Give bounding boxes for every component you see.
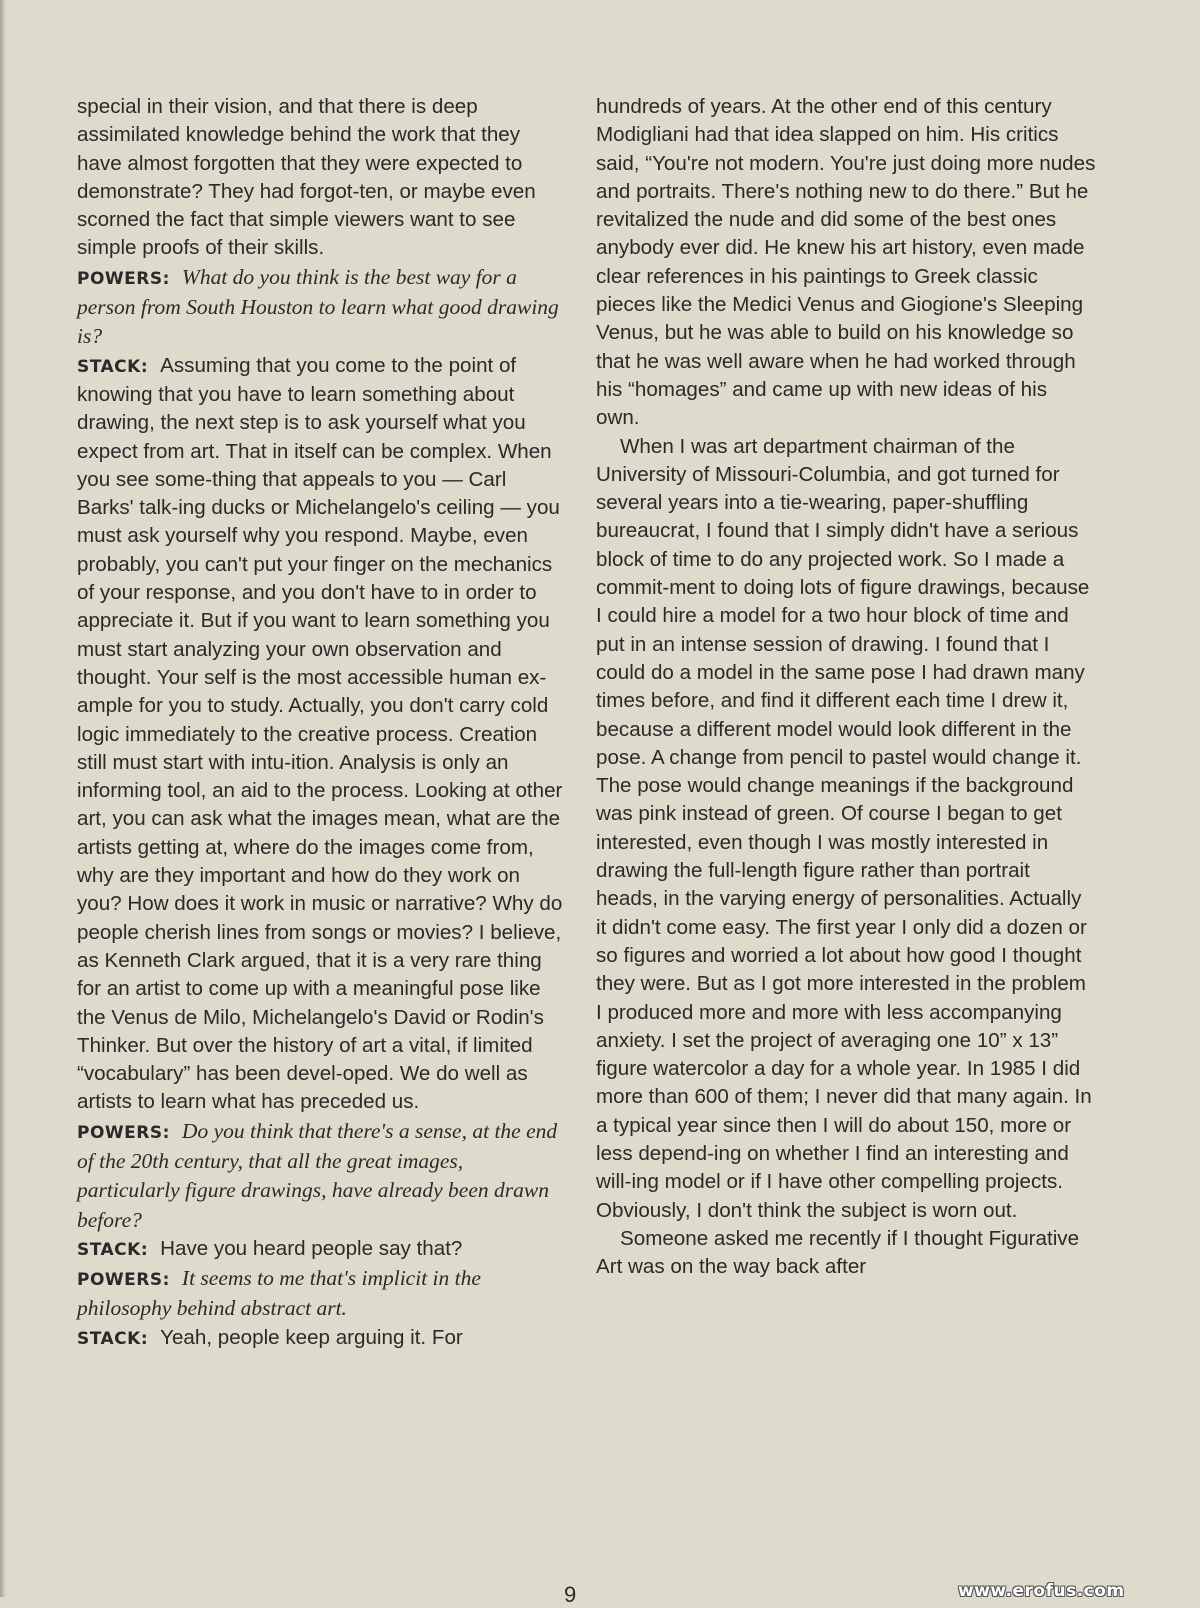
speaker-label: STACK: xyxy=(77,1328,149,1349)
speaker-label: STACK: xyxy=(77,1239,149,1260)
answer-text: Assuming that you come to the point of knowing that you have to learn something about drawing, the next step is to ask yourself what you expect from art. That in itself can be complex. When you see some-thing that appeals to you — Carl Barks' talk-ing ducks or Michelangelo's ceiling — you must ask yourself why you respond. Maybe, even probably, you can't put your finger on the mechanics of your response, and you don't have to in order to appreciate it. But if you want to learn something you must start analyzing your own observation and thought. Your self is the most accessible human ex-ample for you to study. Actually, you don't carry cold logic immediately to the creative process. Creation still must start with intu-ition. Analysis is only an informing tool, an aid to the process. Looking at other art, you can ask what the images mean, what are the artists getting at, where do the images come from, why are they important and how do they work on you? How does it work in music or narrative? Why do people cherish lines from songs or movies? I believe, as Kenneth Clark argued, that it is a very rare thing for an artist to come up with a meaningful pose like the Venus de Milo, Michelangelo's David or Rodin's Thinker. But over the history of art a vital, if limited “vocabulary” has been devel-oped. We do well as artists to learn what has preceded us. xyxy=(77,353,563,1114)
paragraph: Someone asked me recently if I thought Figurative Art was on the way back after xyxy=(596,1226,1080,1279)
interview-answer xyxy=(77,1235,567,1264)
interview-question xyxy=(77,263,567,352)
speaker-label: STACK: xyxy=(77,356,149,377)
answer-text: Yeah, people keep arguing it. For xyxy=(160,1325,463,1349)
speaker-label: POWERS: xyxy=(77,1270,170,1291)
page-number: 9 xyxy=(564,1582,577,1607)
interview-answer xyxy=(77,352,567,1117)
paragraph: hundreds of years. At the other end of this century Modigliani had that idea slapped on him. His critics said, “You're not modern. You're just doing more nudes and portraits. There's nothing new to do there.” But he revitalized the nude and did some of the best ones anybody ever did. He knew his art history, even made clear references in his paintings to Greek classic pieces like the Medici Venus and Giogione's Sleeping Venus, but he was able to build on his knowledge so that he was well aware when he had worked through his “homages” and came up with new ideas of his own. xyxy=(596,95,1096,430)
right-column xyxy=(596,93,1096,1281)
paragraph xyxy=(77,93,567,263)
interview-answer xyxy=(77,1324,567,1353)
speaker-label: POWERS: xyxy=(77,1122,170,1143)
question-text: Do you think that there's a sense, at the end of the 20th century, that all the great images, particularly figure drawings, have already been drawn before? xyxy=(77,1118,558,1232)
answer-text: Have you heard people say that? xyxy=(160,1236,463,1260)
interview-question xyxy=(77,1264,567,1324)
question-text: What do you think is the best way for a person from South Houston to learn what good drawing is? xyxy=(77,264,559,349)
left-column xyxy=(77,93,567,1353)
page-binding-shadow xyxy=(0,0,6,1597)
paragraph: When I was art department chairman of the University of Missouri-Columbia, and got turned for several years into a tie-wearing, paper-shuffling bureaucrat, I found that I simply didn't have a serious block of time to do any projected work. So I made a commit-ment to doing lots of figure drawings, because I could hire a model for a two hour block of time and put in an intense session of drawing. I found that I could do a model in the same pose I had drawn many times before, and find it different each time I drew it, because a different model would look different in the pose. A change from pencil to pastel would change it. The pose would change meanings if the background was pink instead of green. Of course I began to get interested, even though I was mostly interested in drawing the full-length figure rather than portrait heads, in the varying energy of personalities. Actually it didn't come easy. The first year I only did a dozen or so figures and worried a lot about how good I thought they were. But as I got more interested in the problem I produced more and more with less accompanying anxiety. I set the project of averaging one 10” x 13” figure watercolor a day for a whole year. In 1985 I did more than 600 of them; I never did that many again. In a typical year since then I will do about 150, more or less depend-ing on whether I find an interesting and will-ing model or if I have other compelling projects. Obviously, I don't think the subject is worn out. xyxy=(596,434,1092,1222)
interview-question xyxy=(77,1117,567,1235)
question-text: It seems to me that's implicit in the philosophy behind abstract art. xyxy=(77,1266,481,1321)
speaker-label: POWERS: xyxy=(77,268,170,289)
watermark-text: www.erofus.com xyxy=(958,1581,1125,1601)
paragraph-text: special in their vision, and that there is deep assimilated knowledge behind the work that they have almost forgotten that they were expected to demonstrate? They had forgot-ten, or maybe even scorned the fact that simple viewers want to see simple proofs of their skills. xyxy=(77,95,536,260)
